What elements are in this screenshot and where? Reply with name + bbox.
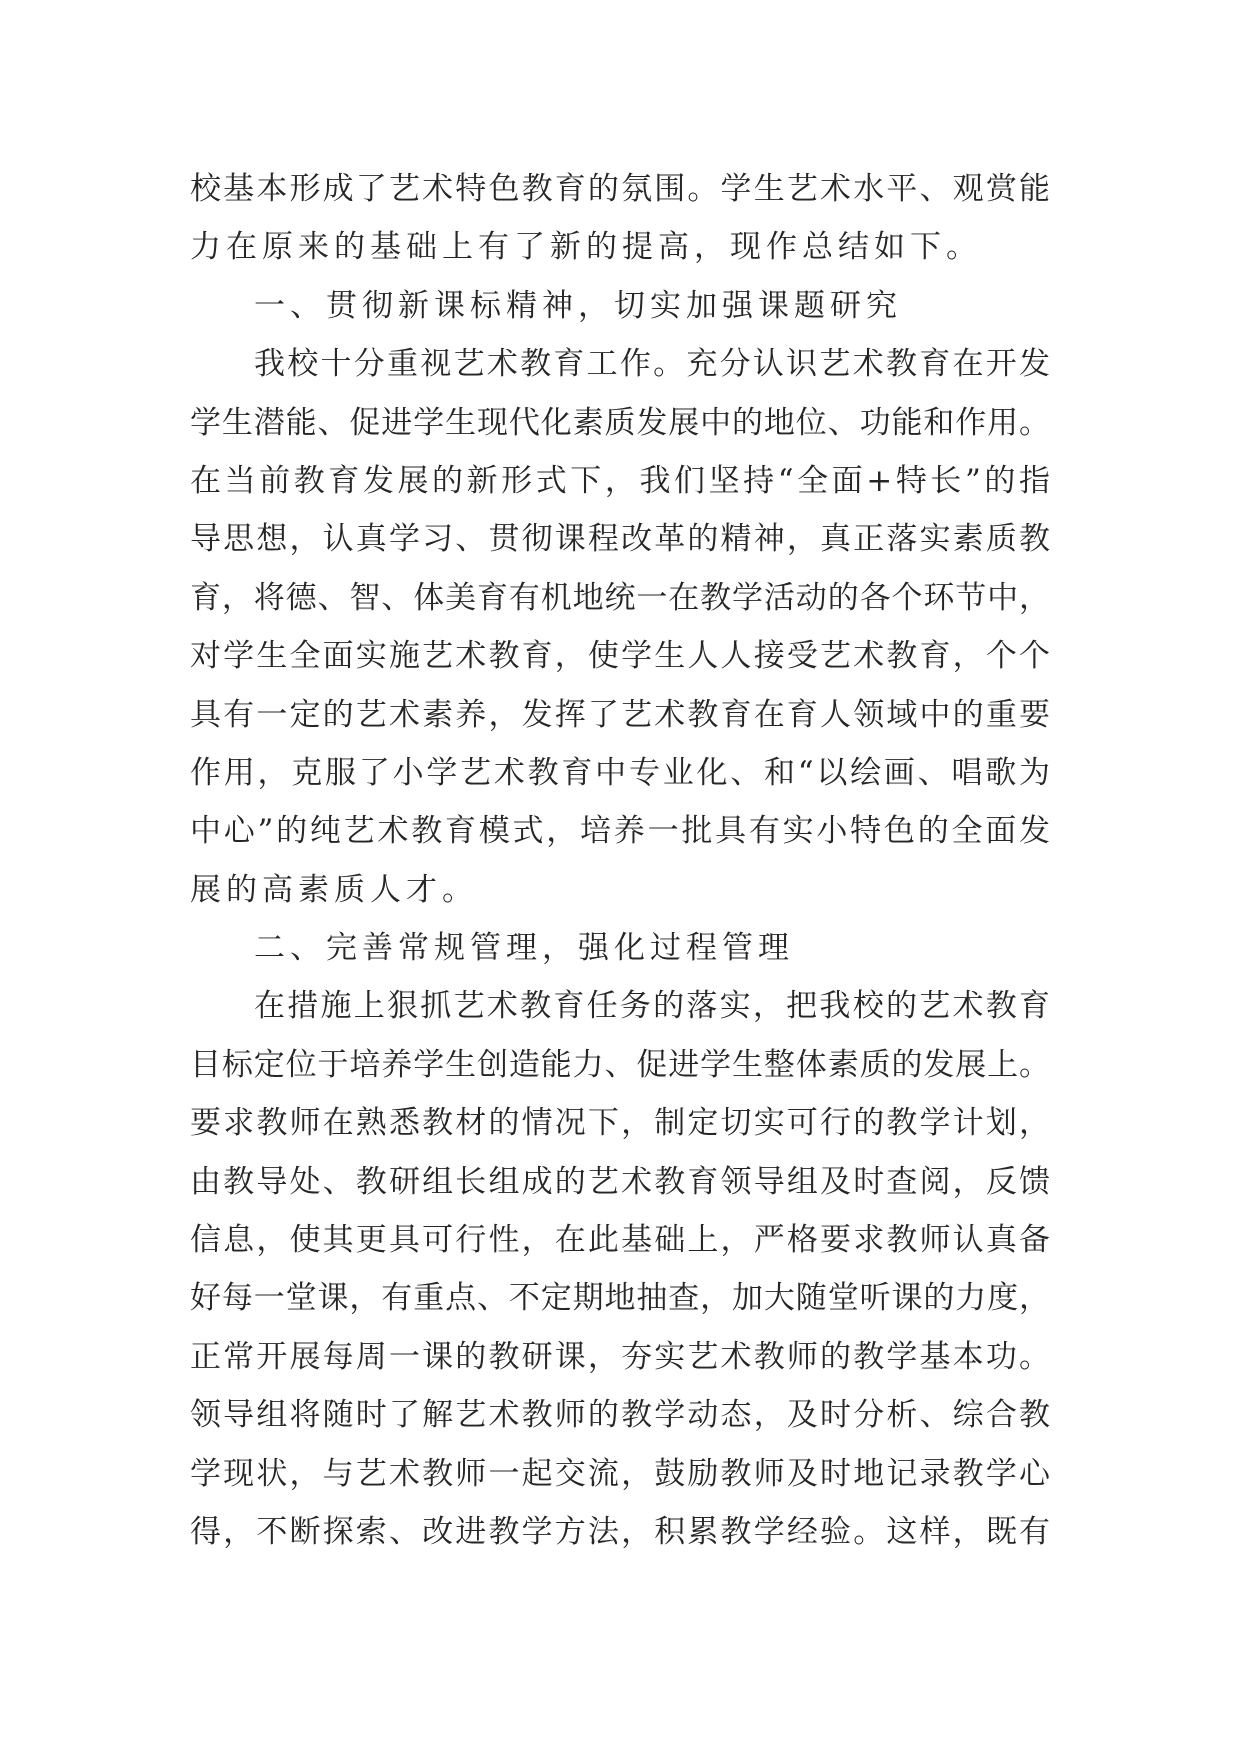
paragraph-line: 展的高素质人才。 [190, 871, 478, 908]
paragraph-line: 具有一定的艺术素养，发挥了艺术教育在育人领域中的重要 [190, 696, 1050, 733]
paragraph-line: 校基本形成了艺术特色教育的氛围。学生艺术水平、观赏能 [190, 171, 1050, 207]
section-heading: 二、完善常规管理，强化过程管理 [254, 930, 794, 967]
paragraph-line: 得，不断探索、改进教学方法，积累教学经验。这样，既有 [190, 1513, 1050, 1550]
paragraph-line: 学生潜能、促进学生现代化素质发展中的地位、功能和作用。 [190, 404, 1050, 441]
paragraph-line: 要求教师在熟悉教材的情况下，制定切实可行的教学计划， [190, 1105, 1050, 1142]
section-heading: 一、贯彻新课标精神，切实加强课题研究 [254, 287, 902, 324]
paragraph-line: 学现状，与艺术教师一起交流，鼓励教师及时地记录教学心 [190, 1455, 1050, 1492]
paragraph-line: 领导组将随时了解艺术教师的教学动态，及时分析、综合教 [190, 1397, 1050, 1434]
paragraph-line: 导思想，认真学习、贯彻课程改革的精神，真正落实素质教 [190, 521, 1050, 558]
paragraph-line: 中心”的纯艺术教育模式，培养一批具有实小特色的全面发 [190, 813, 1050, 850]
paragraph-line: 作用，克服了小学艺术教育中专业化、和“以绘画、唱歌为 [190, 754, 1050, 791]
paragraph-line: 正常开展每周一课的教研课，夯实艺术教师的教学基本功。 [190, 1338, 1050, 1375]
paragraph-line: 在措施上狠抓艺术教育任务的落实，把我校的艺术教育 [254, 988, 1050, 1025]
paragraph-line: 好每一堂课，有重点、不定期地抽查，加大随堂听课的力度， [190, 1280, 1050, 1317]
paragraph-line: 对学生全面实施艺术教育，使学生人人接受艺术教育，个个 [190, 638, 1050, 675]
paragraph-line: 在当前教育发展的新形式下，我们坚持“全面+特长”的指 [190, 462, 1050, 499]
paragraph-line: 由教导处、教研组长组成的艺术教育领导组及时查阅，反馈 [190, 1163, 1050, 1200]
paragraph-line: 我校十分重视艺术教育工作。充分认识艺术教育在开发 [254, 346, 1050, 383]
document-text [190, 160, 1050, 1561]
paragraph-line: 信息，使其更具可行性，在此基础上，严格要求教师认真备 [190, 1222, 1050, 1259]
paragraph-line: 目标定位于培养学生创造能力、促进学生整体素质的发展上。 [190, 1046, 1050, 1083]
paragraph-line: 育，将德、智、体美育有机地统一在教学活动的各个环节中， [190, 579, 1050, 616]
paragraph-line: 力在原来的基础上有了新的提高，现作总结如下。 [190, 229, 982, 266]
